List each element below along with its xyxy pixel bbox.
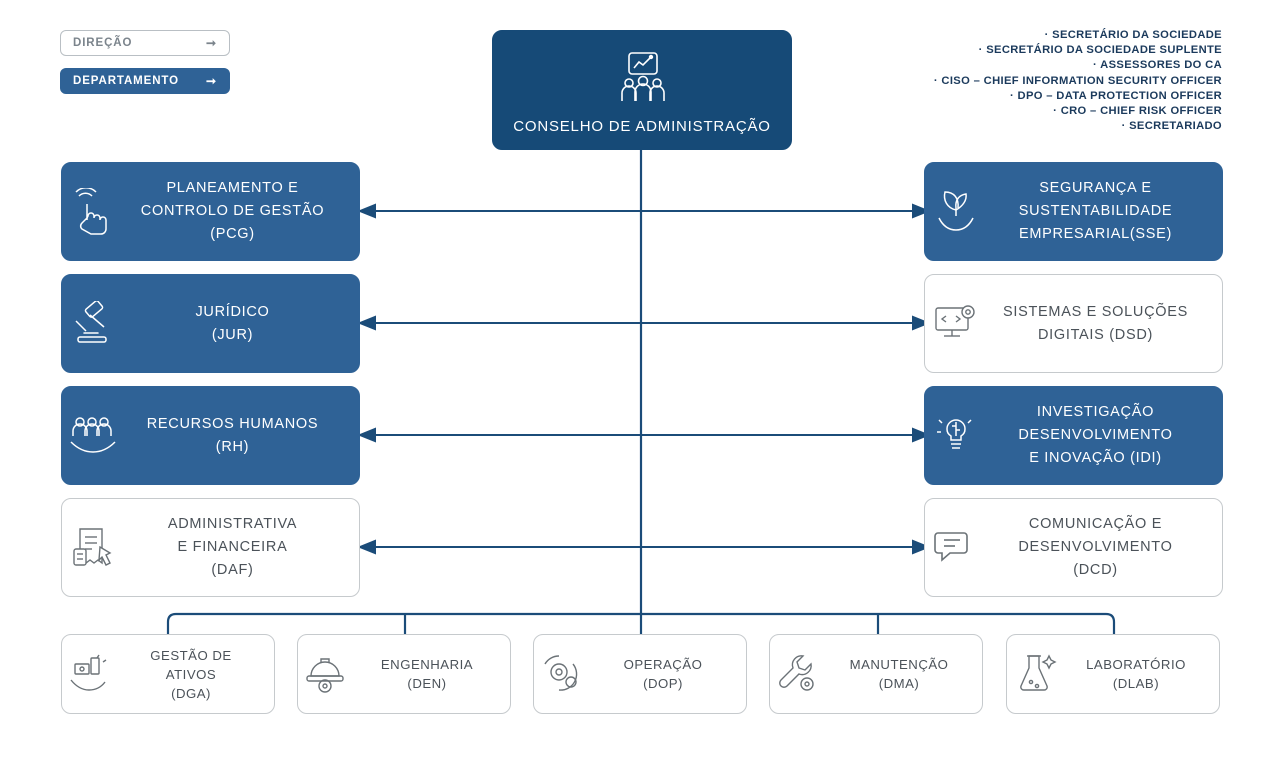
role-item: · CISO – CHIEF INFORMATION SECURITY OFFICER: [933, 74, 1222, 87]
node-dsd-label: SISTEMAS E SOLUÇÕES DIGITAIS (DSD): [1003, 303, 1188, 343]
node-daf[interactable]: [61, 498, 360, 597]
node-dop[interactable]: [533, 634, 747, 714]
legend-direction-label: DIREÇÃO: [73, 37, 133, 49]
node-dlab[interactable]: [1006, 634, 1220, 714]
node-dcd-label: COMUNICAÇÃO E DESENVOLVIMENTO (DCD): [1018, 516, 1173, 578]
node-jur[interactable]: [61, 274, 360, 373]
node-pcg[interactable]: [61, 162, 360, 261]
roles-list: [934, 28, 1222, 134]
role-item: · SECRETARIADO: [1121, 120, 1222, 133]
node-jur-label: JURÍDICO (JUR): [195, 303, 270, 343]
node-den[interactable]: [297, 634, 511, 714]
node-dsd[interactable]: [924, 274, 1223, 373]
node-dga[interactable]: [61, 634, 275, 714]
role-item: · CRO – CHIEF RISK OFFICER: [1053, 105, 1222, 118]
people-hand-icon: [62, 414, 124, 458]
legend-direction[interactable]: [60, 30, 230, 56]
arrow-right-icon: ➞: [206, 36, 217, 50]
node-dma-label: MANUTENÇÃO (DMA): [849, 657, 949, 691]
legend: [60, 30, 320, 94]
gears-cycle-icon: [534, 652, 590, 696]
hand-leaf-icon: [925, 188, 987, 236]
node-den-label: ENGENHARIA (DEN): [380, 657, 474, 691]
chat-bubbles-icon: [925, 527, 987, 569]
helmet-gear-icon: [298, 652, 354, 696]
monitor-code-gear-icon: [925, 302, 987, 346]
node-pcg-label: PLANEAMENTO E CONTROLO DE GESTÃO (PCG): [140, 180, 325, 242]
node-board[interactable]: [492, 30, 792, 150]
brain-bulb-icon: [925, 412, 987, 460]
node-dcd[interactable]: [924, 498, 1223, 597]
node-idi-label: INVESTIGAÇÃO DESENVOLVIMENTO E INOVAÇÃO (IDI): [1018, 404, 1173, 466]
role-item: · ASSESSORES DO CA: [1093, 59, 1222, 72]
role-item: · DPO – DATA PROTECTION OFFICER: [1009, 89, 1222, 102]
flask-icon: [1007, 652, 1063, 696]
role-item: · SECRETÁRIO DA SOCIEDADE: [1044, 29, 1222, 41]
node-sse[interactable]: [924, 162, 1223, 261]
node-rh[interactable]: [61, 386, 360, 485]
wrench-gear-icon: [770, 652, 826, 696]
node-sse-label: SEGURANÇA E SUSTENTABILIDADE EMPRESARIAL(SSE): [1018, 180, 1173, 242]
legend-department-label: DEPARTAMENTO: [73, 75, 179, 87]
board-people-chart-icon: [613, 51, 671, 110]
node-dop-label: OPERAÇÃO (DOP): [623, 657, 703, 691]
arrow-right-icon: ➞: [206, 74, 217, 88]
node-dma[interactable]: [769, 634, 983, 714]
node-daf-label: ADMINISTRATIVA E FINANCEIRA (DAF): [167, 516, 298, 578]
node-rh-label: RECURSOS HUMANOS (RH): [146, 415, 319, 455]
invoice-calculator-icon: [62, 525, 124, 571]
node-dlab-label: LABORATÓRIO (DLAB): [1086, 657, 1186, 691]
gavel-icon: [62, 301, 124, 347]
hand-money-assets-icon: [62, 652, 118, 696]
role-item: · SECRETÁRIO DA SOCIEDADE SUPLENTE: [978, 44, 1222, 57]
hand-touch-target-icon: [62, 188, 124, 236]
node-dga-label: GESTÃO DE ATIVOS (DGA): [150, 647, 232, 701]
node-idi[interactable]: [924, 386, 1223, 485]
legend-department[interactable]: [60, 68, 230, 94]
node-board-label: CONSELHO DE ADMINISTRAÇÃO: [513, 118, 771, 135]
